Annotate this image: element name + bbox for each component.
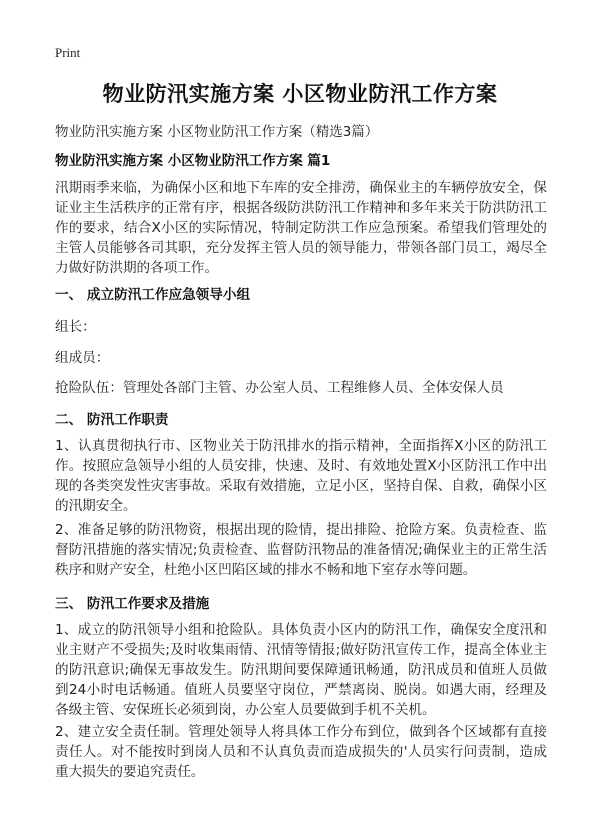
article-heading: 物业防汛实施方案 小区物业防汛工作方案 篇1	[55, 153, 331, 169]
page-title: 物业防汛实施方案 小区物业防汛工作方案	[102, 82, 498, 106]
section-3-paragraph-2: 2、建立安全责任制。管理处领导人将具体工作分布到位，做到各个区域都有直接责任人。对不能按时到岗人员和不认真负责而造成损失的'人员实行问责制，造成重大损失的要追究责任。	[55, 724, 547, 780]
section-heading-3: 三、 防汛工作要求及措施	[55, 596, 210, 612]
leader-line: 组长：	[55, 319, 96, 335]
section-3-paragraph-1: 1、成立的防汛领导小组和抢险队。具体负责小区内的防汛工作，确保安全度汛和业主财产不受损失;及时收集雨情、汛情等情报;做好防汛宣传工作，提高全体业主的防汛意识;确保无事故发生。防汛期间要保障通讯畅通，防汛成员和值班人员做到24小时电话畅通。值班人员要坚守岗位，严禁离岗、脱岗。如遇大雨，经理及各级主管、安保班长必须到岗，办公室人员要做到手机不关机。	[55, 622, 547, 718]
members-line: 组成员：	[55, 350, 110, 366]
section-heading-2: 二、 防汛工作职责	[55, 412, 169, 428]
intro-paragraph: 汛期雨季来临，为确保小区和地下车库的安全排涝，确保业主的车辆停放安全，保证业主生活秩序的正常有序，根据各级防洪防汛工作精神和多年来关于防洪防汛工作的要求，结合X小区的实际情况，特制定防洪工作应急预案。希望我们管理处的主管人员能够各司其职，充分发挥主管人员的领导能力，带领各部门员工，竭尽全力做好防洪期的各项工作。	[55, 180, 547, 276]
section-2-paragraph-2: 2、准备足够的防汛物资，根据出现的险情，提出排险、抢险方案。负责检查、监督防汛措施的落实情况;负责检查、监督防汛物品的准备情况;确保业主的正常生活秩序和财产安全，杜绝小区凹陷区域的排水不畅和地下室存水等问题。	[55, 522, 547, 578]
section-heading-1: 一、 成立防汛工作应急领导小组	[55, 287, 251, 303]
document-subtitle: 物业防汛实施方案 小区物业防汛工作方案（精选3篇）	[55, 124, 379, 140]
rescue-team-line: 抢险队伍：管理处各部门主管、办公室人员、工程维修人员、全体安保人员	[55, 380, 504, 396]
section-2-paragraph-1: 1、认真贯彻执行市、区物业关于防汛排水的指示精神，全面指挥X小区的防汛工作。按照应急领导小组的人员安排，快速、及时、有效地处置X小区防汛工作中出现的各类突发性灾害事故。采取有效措施，立足小区，坚持自保、自救，确保小区的汛期安全。	[55, 438, 547, 514]
print-label: Print	[55, 45, 81, 60]
